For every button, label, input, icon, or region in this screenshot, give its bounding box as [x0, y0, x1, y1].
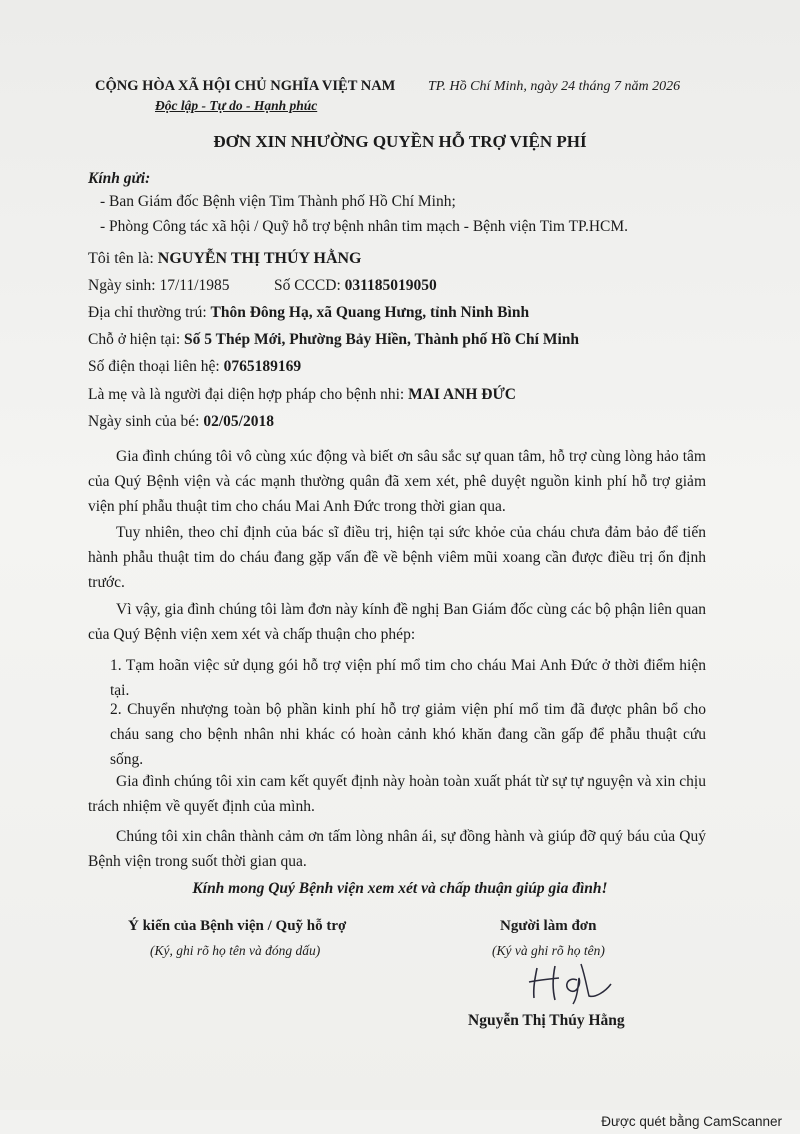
- guardian-line: [88, 386, 516, 404]
- guardian-label: Là mẹ và là người đại diện hợp pháp cho bệnh nhi:: [88, 386, 405, 403]
- closing-line: Kính mong Quý Bệnh viện xem xét và chấp thuận giúp gia đình!: [192, 880, 608, 897]
- paragraph-text: Chúng tôi xin chân thành cảm ơn tấm lòng nhân ái, sự đồng hành và giúp đỡ quý báu của Quý Bệnh viện trong suốt thời gian qua.: [88, 828, 706, 870]
- child-dob-label: Ngày sinh của bé:: [88, 413, 200, 430]
- applicant-dob: Ngày sinh: 17/11/1985: [88, 277, 230, 294]
- recipient-item: - Ban Giám đốc Bệnh viện Tim Thành phố Hồ Chí Minh;: [100, 193, 456, 210]
- current-address: Số 5 Thép Mới, Phường Bảy Hiền, Thành phố Hồ Chí Minh: [184, 331, 580, 348]
- applicant-sign-note: (Ký và ghi rõ họ tên): [492, 943, 605, 958]
- paragraph-text: Gia đình chúng tôi xin cam kết quyết định này hoàn toàn xuất phát từ sự tự nguyện và xin chịu trách nhiệm về quyết định của mình.: [88, 773, 706, 815]
- current-address-line: [88, 331, 579, 349]
- permanent-address-line: [88, 304, 529, 322]
- hospital-opinion-title: Ý kiến của Bệnh viện / Quỹ hỗ trợ: [128, 918, 347, 934]
- handwritten-signature: [515, 958, 625, 1006]
- paragraph-text: Vì vậy, gia đình chúng tôi làm đơn này kính đề nghị Ban Giám đốc cùng các bộ phận liên quan của Quý Bệnh viện xem xét và chấp thuận cho phép:: [88, 601, 706, 643]
- paragraph-text: Tuy nhiên, theo chỉ định của bác sĩ điều trị, hiện tại sức khỏe của cháu chưa đảm bảo để tiến hành phẫu thuật tim do cháu đang gặp vấn đề về bệnh viêm mũi xoang cần được điều trị ổn định trước.: [88, 524, 706, 591]
- request-item-2: 2. Chuyển nhượng toàn bộ phần kinh phí hỗ trợ giảm viện phí mổ tim đã được phân bổ cho cháu sang cho bệnh nhân nhi khác có hoàn cảnh khó khăn đang cần gấp để phẫu thuật cứu sống.: [110, 701, 706, 768]
- applicant-name: NGUYỄN THỊ THÚY HẰNG: [157, 250, 362, 267]
- motto: Độc lập - Tự do - Hạnh phúc: [155, 98, 318, 113]
- child-dob-line: [88, 413, 274, 431]
- applicant-id-label: Số CCCD:: [274, 277, 341, 294]
- phone-line: [88, 358, 301, 376]
- recipient-item: - Phòng Công tác xã hội / Quỹ hỗ trợ bệnh nhân tim mạch - Bệnh viện Tim TP.HCM.: [100, 218, 629, 235]
- permanent-address-label: Địa chỉ thường trú:: [88, 304, 207, 321]
- place-date: TP. Hồ Chí Minh, ngày 24 tháng 7 năm 2026: [428, 79, 681, 94]
- current-address-label: Chỗ ở hiện tại:: [88, 331, 181, 348]
- paragraph-request: [88, 597, 706, 647]
- paragraph-commitment: [88, 769, 706, 819]
- applicant-id: 031185019050: [344, 277, 437, 294]
- phone-number: 0765189169: [223, 358, 302, 375]
- hospital-opinion-note: (Ký, ghi rõ họ tên và đóng dấu): [150, 943, 321, 958]
- nation-heading: CỘNG HÒA XÃ HỘI CHỦ NGHĨA VIỆT NAM: [95, 78, 396, 94]
- applicant-name-label: Tôi tên là:: [88, 250, 154, 267]
- paragraph-gratitude: [88, 444, 706, 519]
- document-title: ĐƠN XIN NHƯỜNG QUYỀN HỖ TRỢ VIỆN PHÍ: [213, 132, 587, 151]
- signer-name: Nguyễn Thị Thúy Hằng: [468, 1012, 625, 1029]
- paragraph-health-status: [88, 520, 706, 595]
- child-name: MAI ANH ĐỨC: [408, 386, 516, 403]
- request-item-1: 1. Tạm hoãn việc sử dụng gói hỗ trợ viện phí mổ tim cho cháu Mai Anh Đức ở thời điểm hiện tại.: [110, 657, 706, 699]
- paragraph-thanks: [88, 824, 706, 874]
- scanner-watermark: Được quét bằng CamScanner: [601, 1114, 782, 1129]
- child-dob: 02/05/2018: [203, 413, 274, 430]
- applicant-id-line: [274, 277, 437, 295]
- recipients-label: Kính gửi:: [88, 170, 151, 187]
- applicant-name-line: [88, 250, 362, 268]
- applicant-sign-title: Người làm đơn: [500, 918, 597, 934]
- phone-label: Số điện thoại liên hệ:: [88, 358, 220, 375]
- permanent-address: Thôn Đông Hạ, xã Quang Hưng, tỉnh Ninh Bình: [210, 304, 530, 321]
- paragraph-text: Gia đình chúng tôi vô cùng xúc động và biết ơn sâu sắc sự quan tâm, hỗ trợ cùng lòng hảo tâm của Quý Bệnh viện và các mạnh thường quân đã xem xét, phê duyệt nguồn kinh phí hỗ trợ giảm viện phí phẫu thuật tim cho cháu Mai Anh Đức trong thời gian qua.: [88, 448, 706, 515]
